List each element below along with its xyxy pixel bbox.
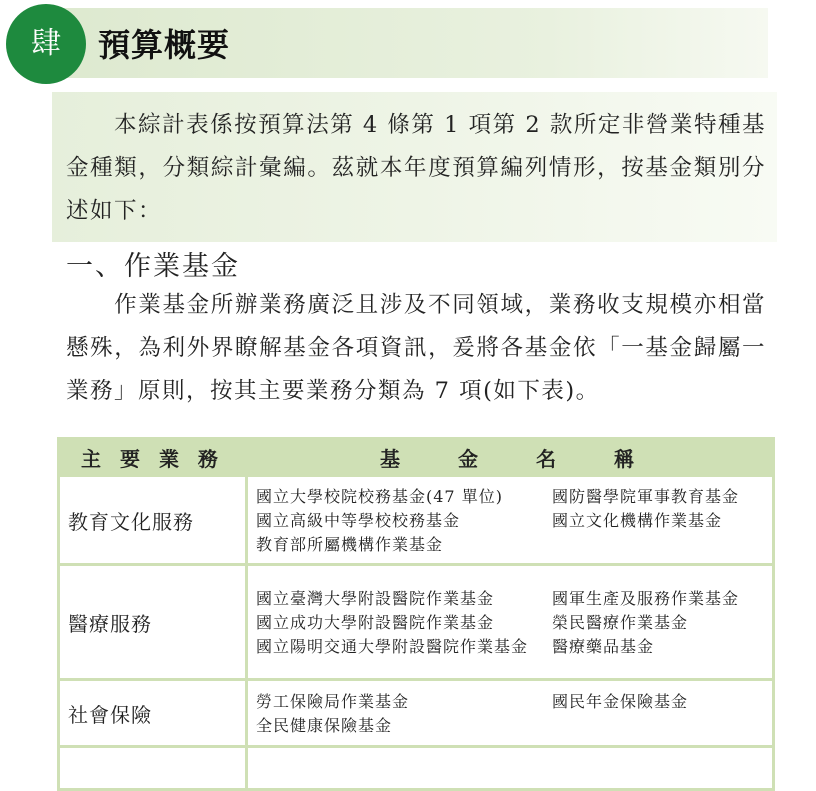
fund-names-cell [248, 566, 772, 678]
fund-name: 國立文化機構作業基金 [552, 511, 723, 530]
header-fund-names: 基 金 名 稱 [248, 440, 772, 474]
fund-names-cell [248, 748, 772, 788]
page-title: 預算概要 [98, 26, 231, 64]
fund-name: 國防醫學院軍事教育基金 [552, 487, 740, 506]
fund-name: 國軍生產及服務作業基金 [552, 589, 740, 608]
fund-list-right [552, 587, 768, 659]
table-row [60, 566, 772, 678]
fund-name: 國立成功大學附設醫院作業基金 [256, 613, 495, 632]
category-cell: 教育文化服務 [60, 477, 245, 563]
fund-list-left [256, 485, 552, 557]
section-heading-operating-funds: 一、作業基金 [66, 251, 240, 282]
fund-list-left [256, 690, 552, 738]
fund-name: 國民年金保險基金 [552, 692, 689, 711]
fund-names-cell [248, 477, 772, 563]
fund-name: 國立高級中等學校校務基金 [256, 511, 461, 530]
operating-funds-text: 作業基金所辦業務廣泛且涉及不同領域，業務收支規模亦相當懸殊，為利外界瞭解基金各項資訊，爰將各基金依「一基金歸屬一業務」原則，按其主要業務分類為 7 項(如下表)。 [66, 292, 766, 404]
intro-paragraph [66, 104, 766, 233]
fund-name: 教育部所屬機構作業基金 [256, 535, 444, 554]
category-cell: 社會保險 [60, 681, 245, 745]
category-cell: 醫療服務 [60, 566, 245, 678]
fund-name: 勞工保險局作業基金 [256, 692, 410, 711]
operating-funds-paragraph [66, 284, 766, 413]
intro-text: 本綜計表係按預算法第 4 條第 1 項第 2 款所定非營業特種基金種類，分類綜計彙編。茲就本年度預算編列情形，按基金類別分述如下： [66, 112, 766, 224]
fund-name: 國立大學校院校務基金(47 單位) [256, 487, 503, 506]
table-row [60, 681, 772, 745]
fund-name: 全民健康保險基金 [256, 716, 393, 735]
section-number-badge: 肆 [6, 4, 86, 84]
fund-name: 榮民醫療作業基金 [552, 613, 689, 632]
fund-names-cell [248, 681, 772, 745]
fund-list-right [552, 485, 768, 557]
fund-name: 國立臺灣大學附設醫院作業基金 [256, 589, 495, 608]
table-row [60, 477, 772, 563]
category-cell [60, 748, 245, 788]
table-header-row [60, 440, 772, 474]
fund-classification-table [57, 437, 775, 791]
fund-list-left [256, 587, 552, 659]
fund-name: 醫療藥品基金 [552, 637, 655, 656]
header-main-business: 主 要 業 務 [60, 440, 245, 474]
fund-name: 國立陽明交通大學附設醫院作業基金 [256, 637, 529, 656]
table-row [60, 748, 772, 788]
fund-list-right [552, 690, 768, 738]
